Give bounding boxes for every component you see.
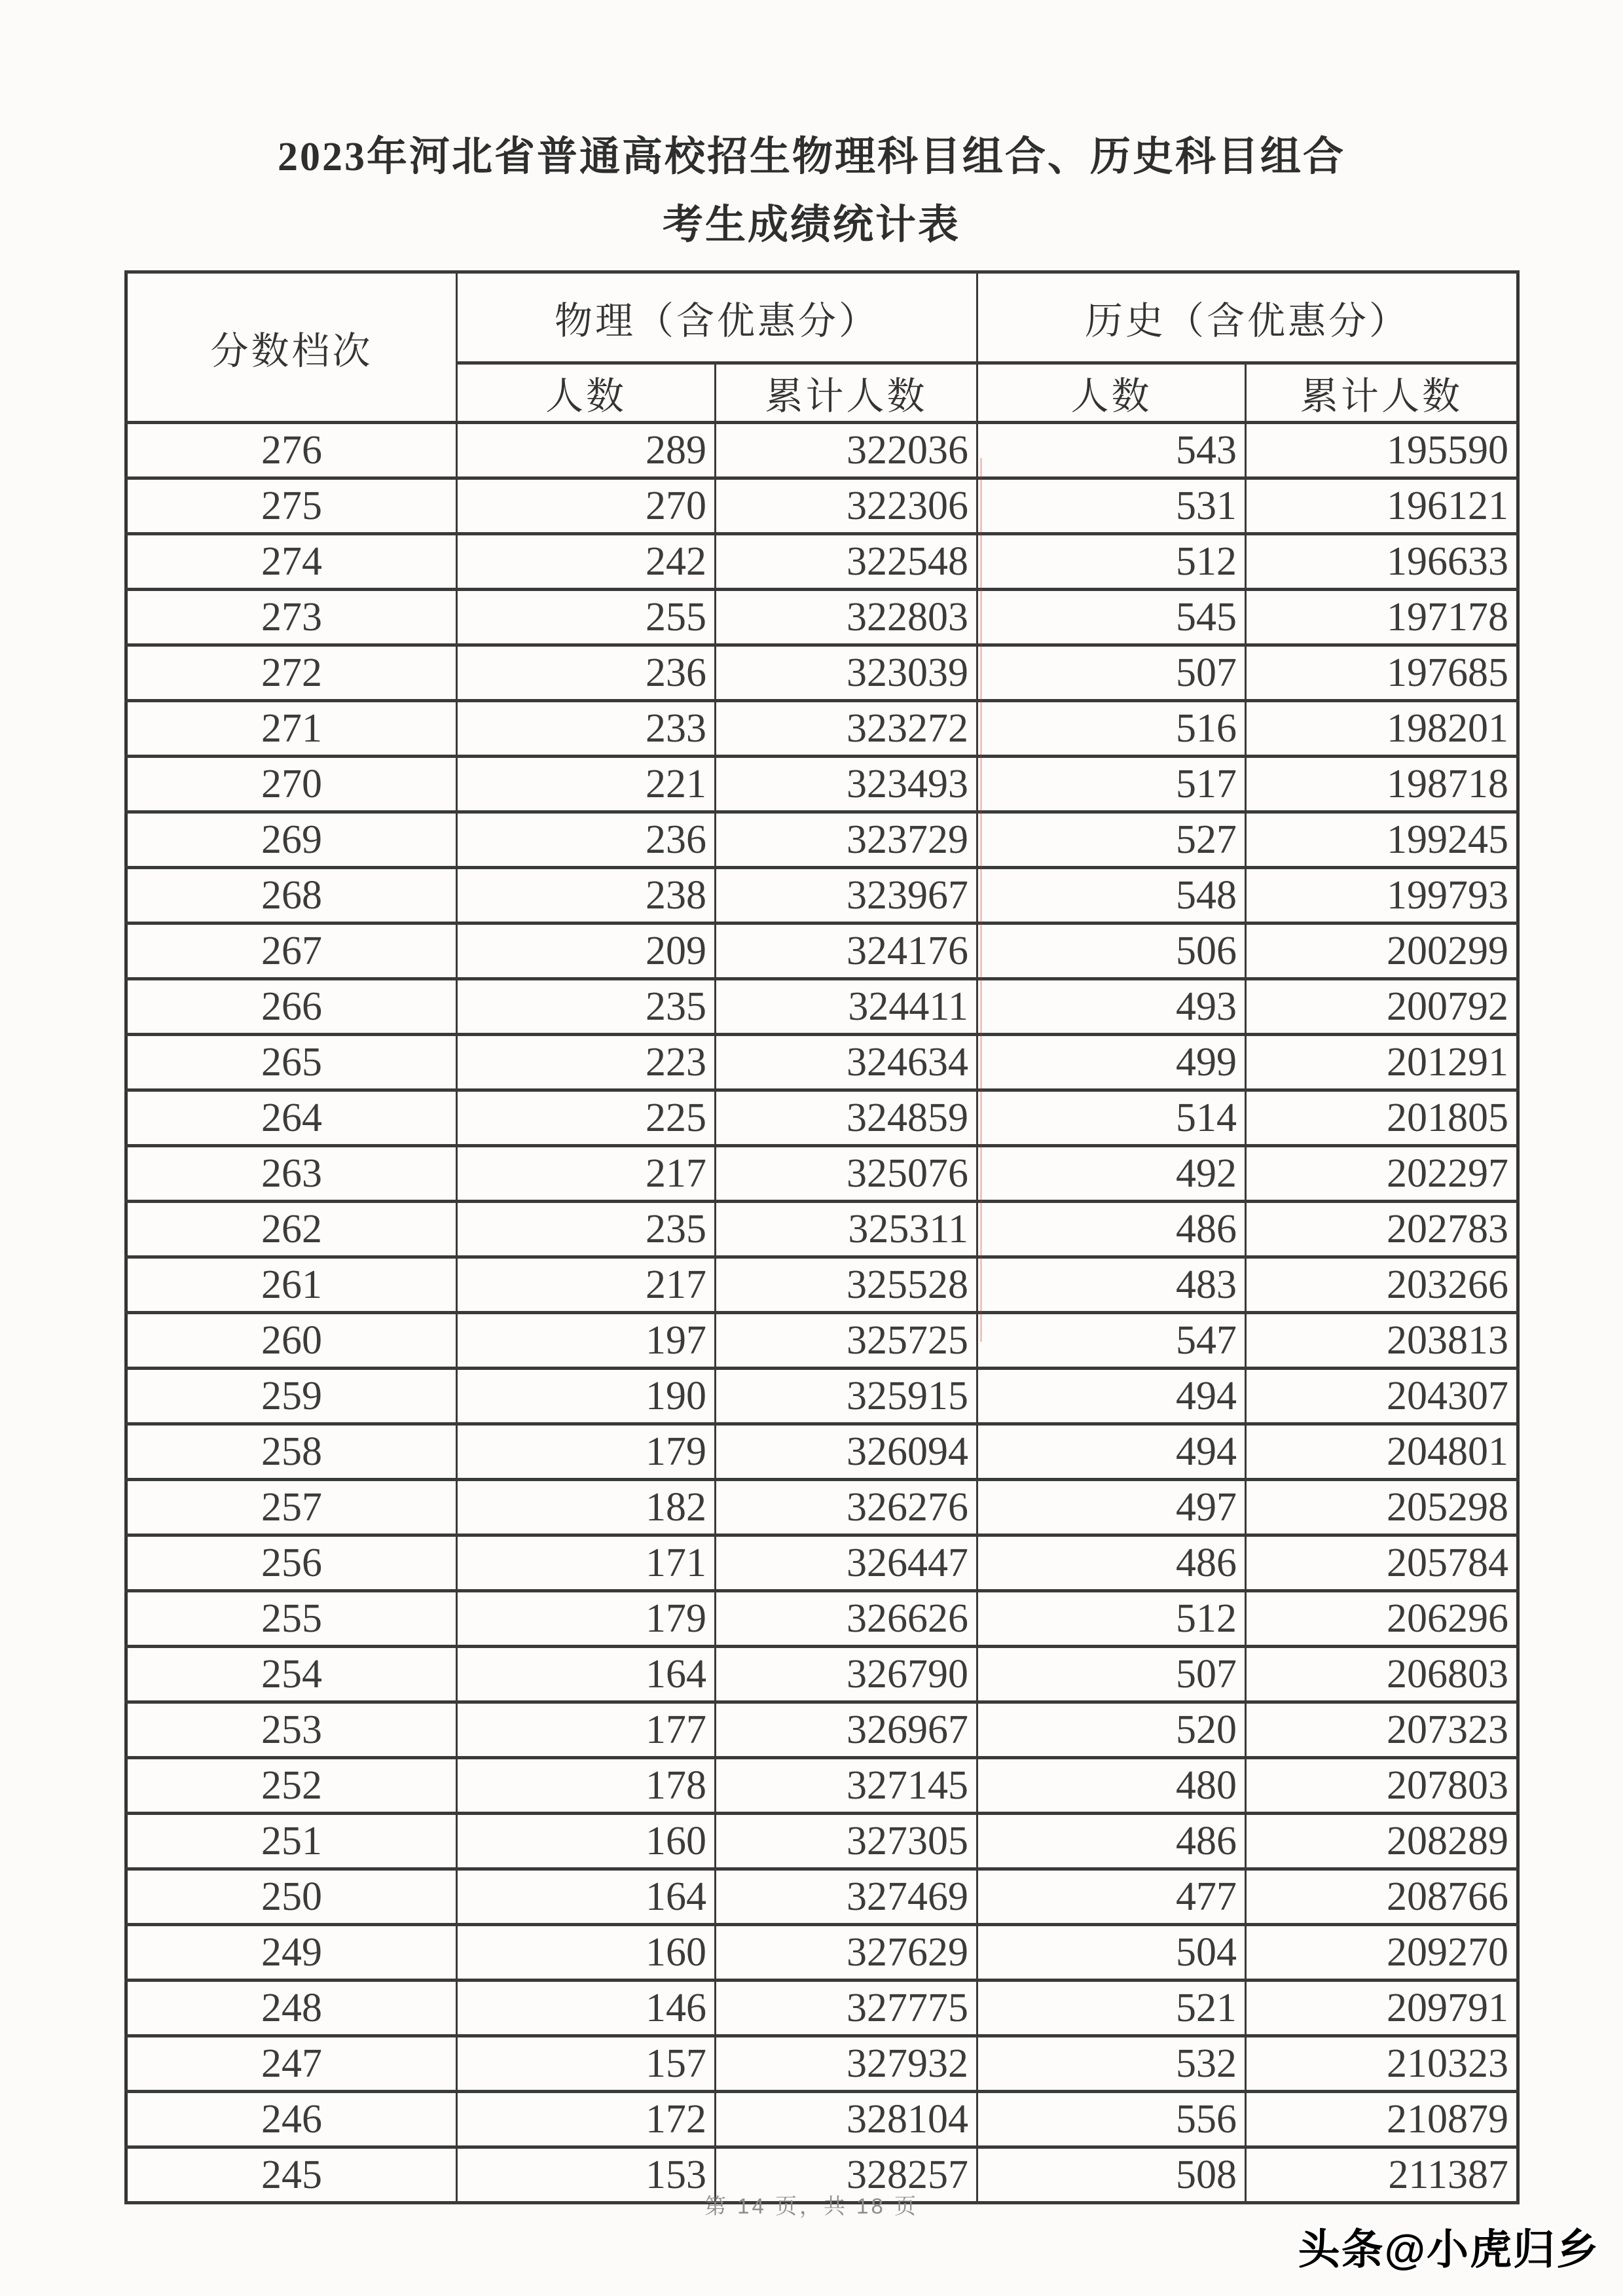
physics-cumulative-cell: 323967 [716,868,977,924]
physics-cumulative-cell: 324859 [716,1090,977,1146]
physics-cumulative-cell: 326094 [716,1424,977,1480]
score-band-cell: 252 [126,1758,457,1814]
table-row [126,1146,1518,1202]
table-row [126,1981,1518,2036]
score-band-cell: 253 [126,1702,457,1758]
physics-count-cell: 270 [457,478,716,534]
history-count-cell: 494 [977,1424,1246,1480]
history-count-cell: 483 [977,1257,1246,1313]
history-count-cell: 492 [977,1146,1246,1202]
table-row [126,423,1518,478]
physics-count-cell: 235 [457,1202,716,1257]
history-count-cell: 512 [977,534,1246,590]
physics-count-cell: 171 [457,1535,716,1591]
history-count-cell: 545 [977,590,1246,645]
table-row [126,1925,1518,1981]
physics-count-cell: 233 [457,701,716,757]
history-cumulative-cell: 206803 [1246,1647,1518,1702]
physics-cumulative-cell: 325915 [716,1369,977,1424]
history-cumulative-cell: 202297 [1246,1146,1518,1202]
table-row [126,1869,1518,1925]
history-cumulative-cell: 207803 [1246,1758,1518,1814]
history-count-cell: 521 [977,1981,1246,2036]
history-count-cell: 504 [977,1925,1246,1981]
history-cumulative-cell: 208289 [1246,1814,1518,1869]
physics-cumulative-cell: 323493 [716,757,977,812]
history-count-cell: 512 [977,1591,1246,1647]
physics-count-cell: 235 [457,979,716,1035]
history-cumulative-cell: 199245 [1246,812,1518,868]
score-band-cell: 257 [126,1480,457,1535]
score-band-cell: 266 [126,979,457,1035]
history-cumulative-cell: 198718 [1246,757,1518,812]
header-history-group: 历史（含优惠分） [977,272,1518,363]
score-band-cell: 249 [126,1925,457,1981]
physics-cumulative-cell: 327775 [716,1981,977,2036]
history-count-cell: 507 [977,1647,1246,1702]
table-row [126,1313,1518,1369]
physics-cumulative-cell: 322548 [716,534,977,590]
physics-count-cell: 209 [457,924,716,979]
score-band-cell: 247 [126,2036,457,2092]
history-count-cell: 527 [977,812,1246,868]
score-band-cell: 259 [126,1369,457,1424]
history-cumulative-cell: 203813 [1246,1313,1518,1369]
score-band-cell: 265 [126,1035,457,1090]
score-band-cell: 245 [126,2147,457,2203]
header-history-count: 人数 [977,363,1246,423]
physics-count-cell: 179 [457,1424,716,1480]
history-count-cell: 486 [977,1535,1246,1591]
score-statistics-table [124,270,1520,2204]
physics-cumulative-cell: 325725 [716,1313,977,1369]
history-count-cell: 516 [977,701,1246,757]
physics-count-cell: 238 [457,868,716,924]
table-row [126,2092,1518,2147]
score-band-cell: 262 [126,1202,457,1257]
page-title [0,123,1623,259]
table-row [126,979,1518,1035]
physics-count-cell: 177 [457,1702,716,1758]
physics-count-cell: 217 [457,1257,716,1313]
score-band-cell: 263 [126,1146,457,1202]
physics-count-cell: 153 [457,2147,716,2203]
table-header [126,272,1518,423]
physics-count-cell: 190 [457,1369,716,1424]
history-cumulative-cell: 202783 [1246,1202,1518,1257]
table-row [126,1647,1518,1702]
history-count-cell: 486 [977,1202,1246,1257]
history-cumulative-cell: 199793 [1246,868,1518,924]
history-count-cell: 506 [977,924,1246,979]
history-count-cell: 486 [977,1814,1246,1869]
physics-count-cell: 217 [457,1146,716,1202]
score-band-cell: 258 [126,1424,457,1480]
table-row [126,1591,1518,1647]
history-cumulative-cell: 197178 [1246,590,1518,645]
header-physics-count: 人数 [457,363,716,423]
history-count-cell: 499 [977,1035,1246,1090]
physics-cumulative-cell: 324411 [716,979,977,1035]
history-count-cell: 517 [977,757,1246,812]
table-row [126,2036,1518,2092]
physics-count-cell: 172 [457,2092,716,2147]
physics-count-cell: 225 [457,1090,716,1146]
history-count-cell: 508 [977,2147,1246,2203]
physics-cumulative-cell: 323272 [716,701,977,757]
physics-cumulative-cell: 324176 [716,924,977,979]
history-count-cell: 477 [977,1869,1246,1925]
physics-count-cell: 223 [457,1035,716,1090]
history-cumulative-cell: 196633 [1246,534,1518,590]
score-band-cell: 269 [126,812,457,868]
history-count-cell: 548 [977,868,1246,924]
table-row [126,645,1518,701]
physics-count-cell: 236 [457,645,716,701]
table-row [126,701,1518,757]
physics-cumulative-cell: 328104 [716,2092,977,2147]
history-cumulative-cell: 210323 [1246,2036,1518,2092]
header-physics-group: 物理（含优惠分） [457,272,977,363]
table-row [126,1758,1518,1814]
physics-cumulative-cell: 322036 [716,423,977,478]
table-row [126,590,1518,645]
history-cumulative-cell: 211387 [1246,2147,1518,2203]
score-band-cell: 246 [126,2092,457,2147]
table-row [126,1535,1518,1591]
score-band-cell: 270 [126,757,457,812]
history-cumulative-cell: 209791 [1246,1981,1518,2036]
history-cumulative-cell: 198201 [1246,701,1518,757]
physics-count-cell: 157 [457,2036,716,2092]
table-row [126,1424,1518,1480]
score-band-cell: 260 [126,1313,457,1369]
physics-cumulative-cell: 323039 [716,645,977,701]
physics-count-cell: 242 [457,534,716,590]
history-cumulative-cell: 196121 [1246,478,1518,534]
physics-cumulative-cell: 327145 [716,1758,977,1814]
score-band-cell: 271 [126,701,457,757]
physics-count-cell: 160 [457,1814,716,1869]
physics-cumulative-cell: 324634 [716,1035,977,1090]
score-band-cell: 267 [126,924,457,979]
physics-count-cell: 221 [457,757,716,812]
score-band-cell: 274 [126,534,457,590]
table-row [126,1035,1518,1090]
history-cumulative-cell: 209270 [1246,1925,1518,1981]
physics-cumulative-cell: 326447 [716,1535,977,1591]
score-band-cell: 250 [126,1869,457,1925]
header-group-row [126,272,1518,363]
history-count-cell: 543 [977,423,1246,478]
score-band-cell: 261 [126,1257,457,1313]
physics-count-cell: 160 [457,1925,716,1981]
page-title-line1: 2023年河北省普通高校招生物理科目组合、历史科目组合 [277,135,1345,179]
score-band-cell: 264 [126,1090,457,1146]
history-cumulative-cell: 203266 [1246,1257,1518,1313]
score-band-cell: 255 [126,1591,457,1647]
toutiao-watermark: 头条@小虎归乡 [1298,2226,1599,2273]
score-band-cell: 248 [126,1981,457,2036]
score-band-cell: 276 [126,423,457,478]
table-row [126,478,1518,534]
history-count-cell: 531 [977,478,1246,534]
physics-cumulative-cell: 326790 [716,1647,977,1702]
table-body [126,423,1518,2203]
table-row [126,1257,1518,1313]
physics-cumulative-cell: 327629 [716,1925,977,1981]
history-count-cell: 532 [977,2036,1246,2092]
table-row [126,1814,1518,1869]
table-row [126,812,1518,868]
physics-cumulative-cell: 322306 [716,478,977,534]
history-count-cell: 520 [977,1702,1246,1758]
table-row [126,1369,1518,1424]
history-cumulative-cell: 208766 [1246,1869,1518,1925]
physics-cumulative-cell: 327305 [716,1814,977,1869]
history-cumulative-cell: 205784 [1246,1535,1518,1591]
physics-cumulative-cell: 328257 [716,2147,977,2203]
physics-cumulative-cell: 326967 [716,1702,977,1758]
history-cumulative-cell: 201291 [1246,1035,1518,1090]
history-cumulative-cell: 197685 [1246,645,1518,701]
history-count-cell: 556 [977,2092,1246,2147]
history-count-cell: 497 [977,1480,1246,1535]
physics-cumulative-cell: 327932 [716,2036,977,2092]
score-band-cell: 251 [126,1814,457,1869]
physics-cumulative-cell: 326276 [716,1480,977,1535]
table-row [126,868,1518,924]
table-row [126,1480,1518,1535]
physics-cumulative-cell: 322803 [716,590,977,645]
physics-count-cell: 178 [457,1758,716,1814]
history-cumulative-cell: 204801 [1246,1424,1518,1480]
score-band-cell: 268 [126,868,457,924]
physics-count-cell: 236 [457,812,716,868]
history-count-cell: 493 [977,979,1246,1035]
physics-cumulative-cell: 325076 [716,1146,977,1202]
score-band-cell: 273 [126,590,457,645]
history-cumulative-cell: 195590 [1246,423,1518,478]
history-cumulative-cell: 200792 [1246,979,1518,1035]
table-row [126,757,1518,812]
physics-count-cell: 164 [457,1869,716,1925]
table-row [126,924,1518,979]
history-cumulative-cell: 206296 [1246,1591,1518,1647]
physics-count-cell: 146 [457,1981,716,2036]
history-count-cell: 547 [977,1313,1246,1369]
physics-cumulative-cell: 325528 [716,1257,977,1313]
history-cumulative-cell: 200299 [1246,924,1518,979]
score-band-cell: 254 [126,1647,457,1702]
history-cumulative-cell: 205298 [1246,1480,1518,1535]
history-count-cell: 507 [977,645,1246,701]
history-count-cell: 480 [977,1758,1246,1814]
physics-count-cell: 255 [457,590,716,645]
physics-count-cell: 289 [457,423,716,478]
physics-cumulative-cell: 327469 [716,1869,977,1925]
score-band-cell: 272 [126,645,457,701]
physics-count-cell: 197 [457,1313,716,1369]
table-row [126,1090,1518,1146]
history-cumulative-cell: 204307 [1246,1369,1518,1424]
table-row [126,1702,1518,1758]
score-band-cell: 275 [126,478,457,534]
history-cumulative-cell: 201805 [1246,1090,1518,1146]
history-cumulative-cell: 210879 [1246,2092,1518,2147]
header-history-cumulative: 累计人数 [1246,363,1518,423]
physics-cumulative-cell: 325311 [716,1202,977,1257]
history-cumulative-cell: 207323 [1246,1702,1518,1758]
header-physics-cumulative: 累计人数 [716,363,977,423]
page-title-line2: 考生成绩统计表 [662,203,960,247]
history-count-cell: 494 [977,1369,1246,1424]
physics-cumulative-cell: 323729 [716,812,977,868]
physics-cumulative-cell: 326626 [716,1591,977,1647]
physics-count-cell: 179 [457,1591,716,1647]
physics-count-cell: 182 [457,1480,716,1535]
history-count-cell: 514 [977,1090,1246,1146]
score-band-cell: 256 [126,1535,457,1591]
physics-count-cell: 164 [457,1647,716,1702]
header-score-band: 分数档次 [126,272,457,423]
table-row [126,534,1518,590]
page-number-footer: 第 14 页，共 18 页 [704,2194,919,2218]
table-row [126,1202,1518,1257]
